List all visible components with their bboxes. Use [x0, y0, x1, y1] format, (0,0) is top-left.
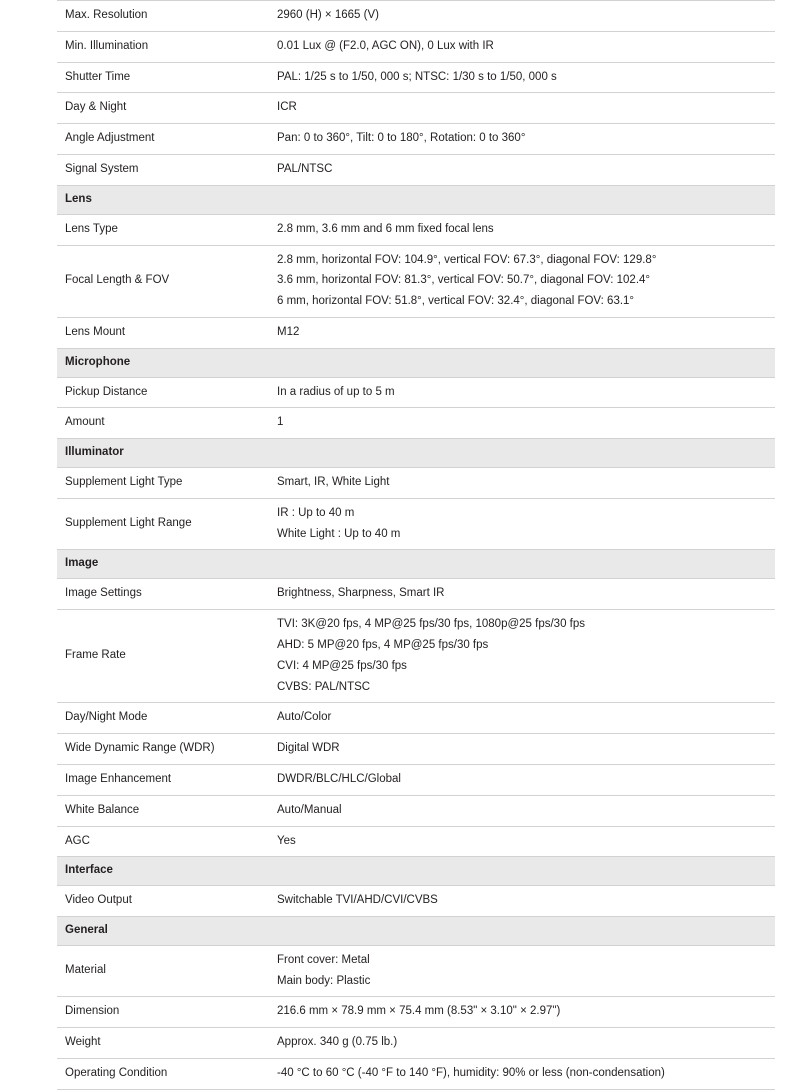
- spec-value: [269, 826, 775, 857]
- spec-value-line: 3.6 mm, horizontal FOV: 81.3°, vertical FOV: 50.7°, diagonal FOV: 102.4°: [277, 274, 651, 287]
- spec-label: Signal System: [57, 155, 269, 186]
- spec-value-line: Approx. 340 g (0.75 lb.): [277, 1036, 398, 1049]
- table-row: [57, 764, 775, 795]
- table-section-row: [57, 348, 775, 377]
- spec-value-line: Pan: 0 to 360°, Tilt: 0 to 180°, Rotation: 0 to 360°: [277, 132, 526, 145]
- spec-label: Angle Adjustment: [57, 124, 269, 155]
- spec-value-line: CVBS: PAL/NTSC: [277, 680, 371, 693]
- table-row: [57, 1, 775, 32]
- spec-label: Frame Rate: [57, 610, 269, 703]
- table-row: [57, 468, 775, 499]
- table-row: [57, 214, 775, 245]
- spec-value-line: 216.6 mm × 78.9 mm × 75.4 mm (8.53" × 3.10" × 2.97"): [277, 1005, 561, 1018]
- spec-value-line: TVI: 3K@20 fps, 4 MP@25 fps/30 fps, 1080p@25 fps/30 fps: [277, 618, 585, 631]
- spec-value-line: Switchable TVI/AHD/CVI/CVBS: [277, 894, 438, 907]
- spec-value: [269, 579, 775, 610]
- table-section-row: [57, 917, 775, 946]
- spec-label: Lens Type: [57, 214, 269, 245]
- spec-label: Operating Condition: [57, 1059, 269, 1090]
- spec-value: [269, 62, 775, 93]
- spec-value-line: PAL/NTSC: [277, 163, 333, 176]
- spec-value-line: 2.8 mm, horizontal FOV: 104.9°, vertical FOV: 67.3°, diagonal FOV: 129.8°: [277, 253, 657, 266]
- table-row: [57, 610, 775, 703]
- spec-value-line: M12: [277, 325, 300, 338]
- table-row: [57, 408, 775, 439]
- spec-value-line: In a radius of up to 5 m: [277, 385, 395, 398]
- spec-value-line: White Light : Up to 40 m: [277, 527, 401, 540]
- table-row: [57, 245, 775, 317]
- spec-label: Max. Resolution: [57, 1, 269, 32]
- spec-value-line: CVI: 4 MP@25 fps/30 fps: [277, 659, 407, 672]
- spec-value-line: Front cover: Metal: [277, 953, 370, 966]
- table-row: [57, 62, 775, 93]
- section-title: Microphone: [57, 348, 775, 377]
- spec-value: [269, 1059, 775, 1090]
- spec-value-line: Yes: [277, 834, 296, 847]
- table-row: [57, 734, 775, 765]
- spec-value-line: 1: [277, 416, 284, 429]
- spec-value: [269, 377, 775, 408]
- spec-value-line: -40 °C to 60 °C (-40 °F to 140 °F), humidity: 90% or less (non-condensation): [277, 1067, 665, 1080]
- table-row: [57, 579, 775, 610]
- spec-label: Dimension: [57, 997, 269, 1028]
- table-row: [57, 1059, 775, 1090]
- table-section-row: [57, 857, 775, 886]
- spec-value: [269, 31, 775, 62]
- table-row: [57, 826, 775, 857]
- table-row: [57, 377, 775, 408]
- spec-value-line: Brightness, Sharpness, Smart IR: [277, 587, 445, 600]
- spec-label: Pickup Distance: [57, 377, 269, 408]
- section-title: Illuminator: [57, 439, 775, 468]
- specification-table: [57, 0, 775, 1090]
- spec-label: Material: [57, 945, 269, 997]
- spec-value: [269, 1028, 775, 1059]
- table-row: [57, 317, 775, 348]
- table-row: [57, 498, 775, 550]
- spec-label: Supplement Light Type: [57, 468, 269, 499]
- spec-value: [269, 93, 775, 124]
- spec-value: [269, 155, 775, 186]
- spec-value-line: 6 mm, horizontal FOV: 51.8°, vertical FOV: 32.4°, diagonal FOV: 63.1°: [277, 295, 635, 308]
- table-row: [57, 703, 775, 734]
- spec-value: [269, 610, 775, 703]
- spec-value: [269, 408, 775, 439]
- spec-value-line: Auto/Color: [277, 711, 332, 724]
- table-section-row: [57, 439, 775, 468]
- spec-value-line: 2960 (H) × 1665 (V): [277, 9, 379, 21]
- spec-label: Min. Illumination: [57, 31, 269, 62]
- spec-value-line: PAL: 1/25 s to 1/50, 000 s; NTSC: 1/30 s to 1/50, 000 s: [277, 70, 557, 83]
- spec-value: [269, 997, 775, 1028]
- spec-value: [269, 703, 775, 734]
- section-title: Image: [57, 550, 775, 579]
- spec-label: Day/Night Mode: [57, 703, 269, 734]
- spec-value: [269, 498, 775, 550]
- spec-label: Day & Night: [57, 93, 269, 124]
- spec-label: Image Settings: [57, 579, 269, 610]
- spec-label: AGC: [57, 826, 269, 857]
- spec-label: Focal Length & FOV: [57, 245, 269, 317]
- table-section-row: [57, 185, 775, 214]
- spec-value: [269, 124, 775, 155]
- table-row: [57, 93, 775, 124]
- spec-value-line: 0.01 Lux @ (F2.0, AGC ON), 0 Lux with IR: [277, 39, 494, 52]
- spec-label: Image Enhancement: [57, 764, 269, 795]
- table-row: [57, 155, 775, 186]
- spec-value-line: IR : Up to 40 m: [277, 506, 355, 519]
- table-row: [57, 886, 775, 917]
- spec-label: Wide Dynamic Range (WDR): [57, 734, 269, 765]
- spec-value-line: AHD: 5 MP@20 fps, 4 MP@25 fps/30 fps: [277, 638, 489, 651]
- spec-label: Video Output: [57, 886, 269, 917]
- spec-value: [269, 764, 775, 795]
- spec-value: [269, 1, 775, 32]
- spec-value-line: Smart, IR, White Light: [277, 476, 390, 488]
- spec-value-line: DWDR/BLC/HLC/Global: [277, 772, 401, 785]
- table-row: [57, 31, 775, 62]
- spec-value: [269, 245, 775, 317]
- spec-label: Supplement Light Range: [57, 498, 269, 550]
- spec-value-line: Auto/Manual: [277, 803, 342, 816]
- table-row: [57, 997, 775, 1028]
- spec-label: Weight: [57, 1028, 269, 1059]
- spec-value: [269, 214, 775, 245]
- spec-value-line: Main body: Plastic: [277, 974, 371, 987]
- spec-value-line: ICR: [277, 101, 297, 114]
- table-section-row: [57, 550, 775, 579]
- spec-label: Lens Mount: [57, 317, 269, 348]
- spec-value: [269, 734, 775, 765]
- spec-value: [269, 945, 775, 997]
- table-row: [57, 124, 775, 155]
- spec-value-line: Digital WDR: [277, 742, 340, 755]
- section-title: General: [57, 917, 775, 946]
- spec-label: White Balance: [57, 795, 269, 826]
- section-title: Lens: [57, 185, 775, 214]
- spec-value: [269, 317, 775, 348]
- spec-label: Shutter Time: [57, 62, 269, 93]
- section-title: Interface: [57, 857, 775, 886]
- spec-value: [269, 468, 775, 499]
- spec-label: Amount: [57, 408, 269, 439]
- table-row: [57, 1028, 775, 1059]
- table-row: [57, 945, 775, 997]
- spec-value-line: 2.8 mm, 3.6 mm and 6 mm fixed focal lens: [277, 222, 494, 235]
- spec-value: [269, 886, 775, 917]
